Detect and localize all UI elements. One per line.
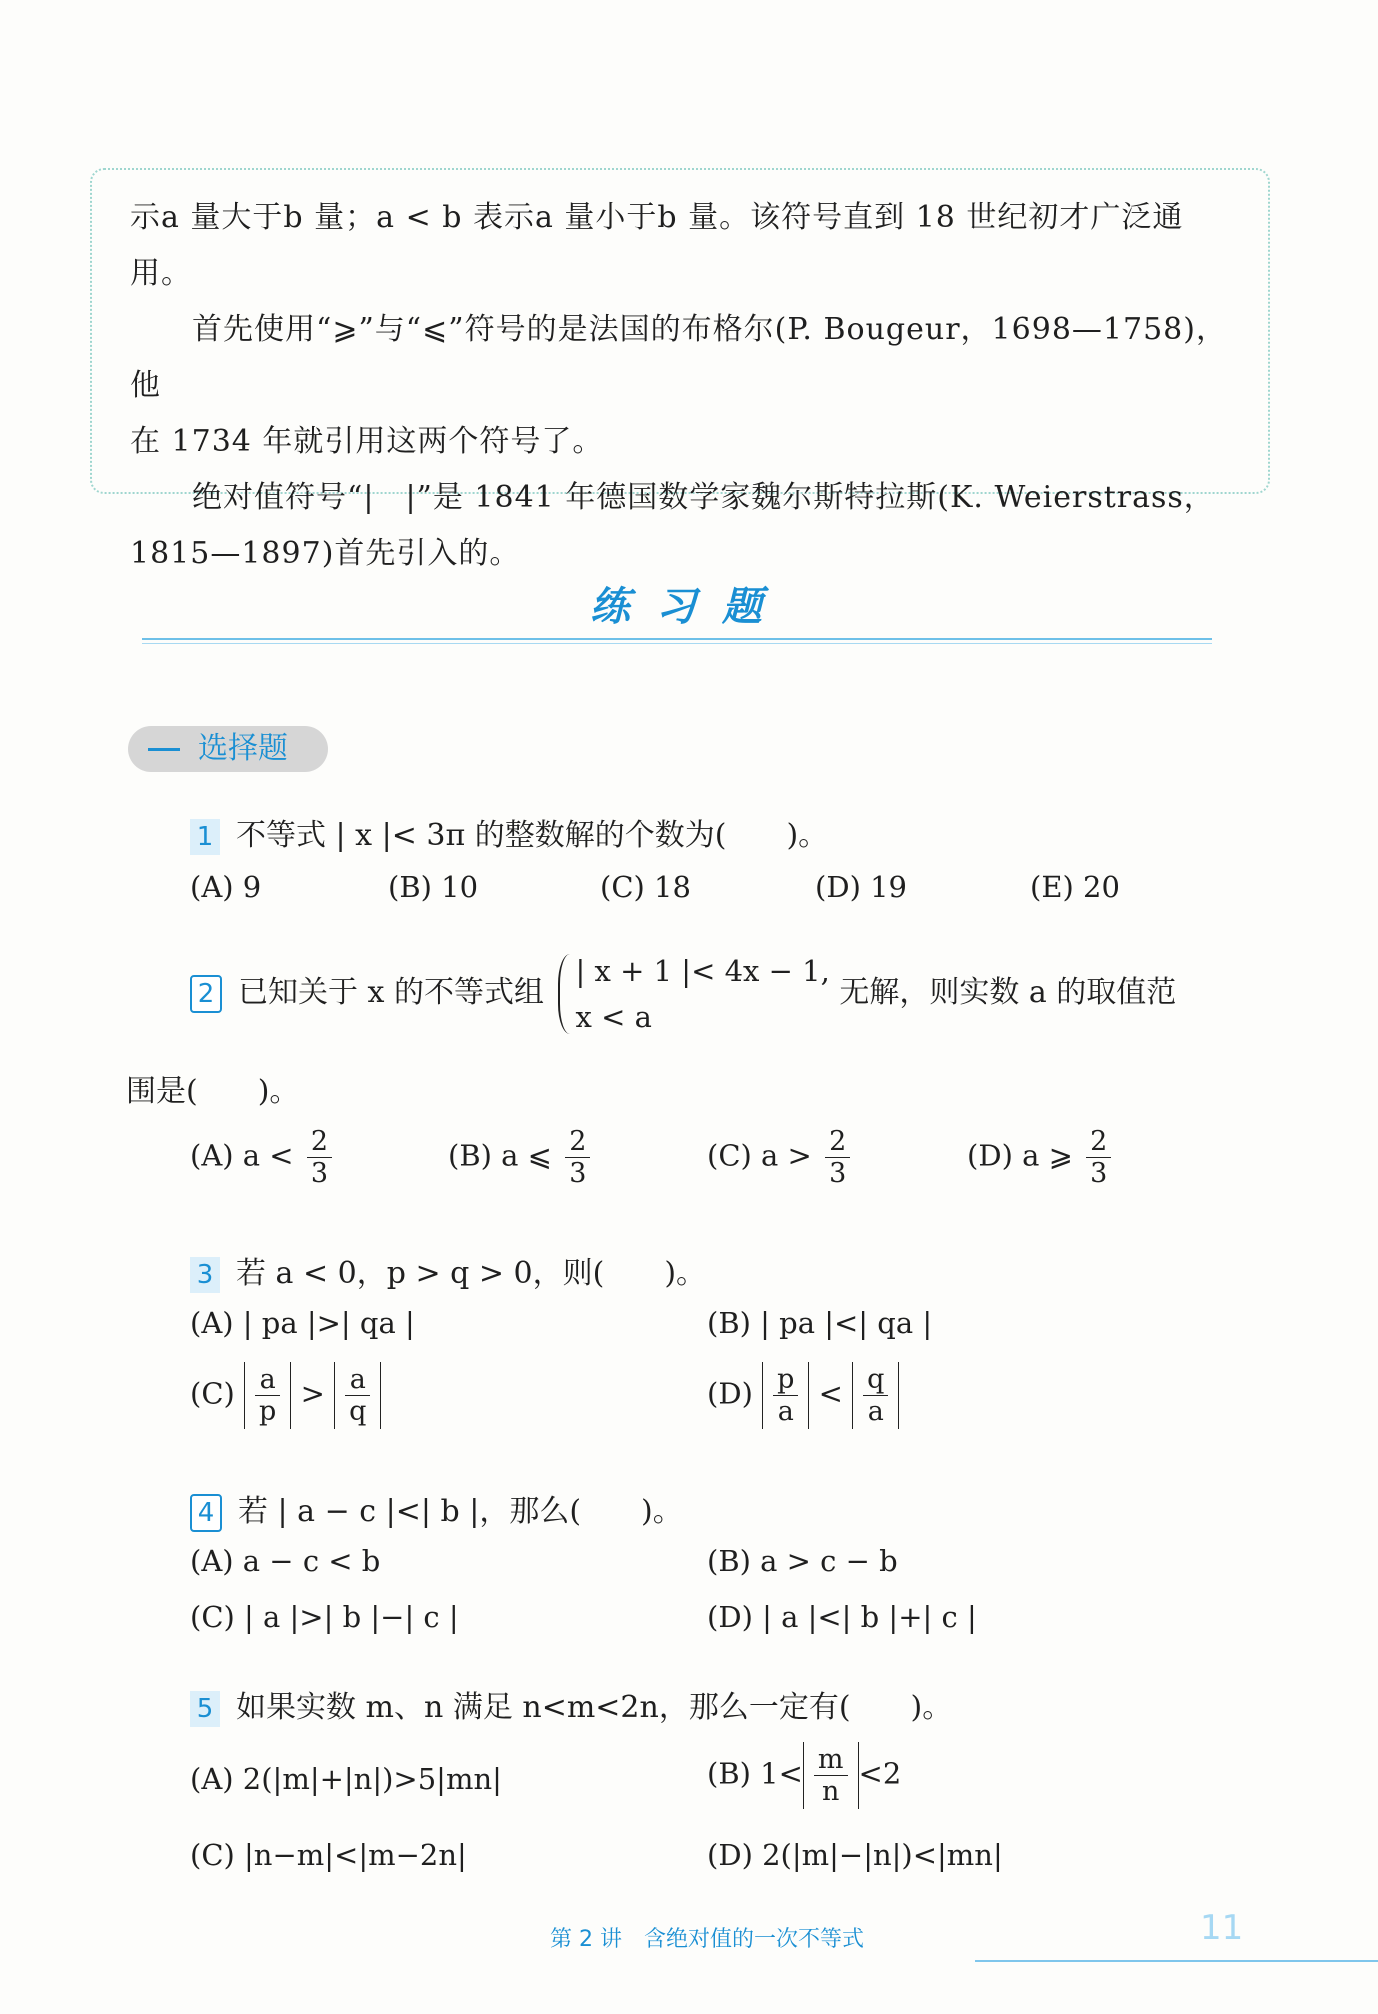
fraction — [825, 1126, 850, 1189]
option-1e: (E) 20 — [1030, 870, 1120, 904]
question-5 — [190, 1682, 952, 1727]
system-line-1: | x + 1 |< 4x − 1, — [575, 954, 830, 988]
option-2b — [448, 1126, 594, 1189]
denominator: 3 — [1090, 1158, 1108, 1189]
option-prefix: (C) a > — [707, 1138, 812, 1173]
exercise-title: 练习题 — [590, 584, 788, 630]
option-1a: (A) 9 — [190, 870, 262, 904]
option-suffix: <2 — [858, 1756, 902, 1791]
option-prefix: (C) — [190, 1376, 235, 1411]
abs-value — [244, 1362, 291, 1429]
numerator: p — [773, 1364, 798, 1396]
option-prefix: (B) 1< — [707, 1756, 803, 1791]
system-line-2: x < a — [575, 1000, 652, 1034]
fraction — [1086, 1126, 1111, 1189]
question-stem: 如果实数 m、n 满足 n<m<2n，那么一定有( )。 — [236, 1690, 953, 1725]
numerator: a — [345, 1364, 370, 1396]
question-number: 3 — [190, 1257, 220, 1293]
question-stem-c: 围是( )。 — [126, 1074, 300, 1109]
fraction — [307, 1126, 332, 1189]
relation: < — [818, 1376, 843, 1411]
denominator: a — [777, 1396, 794, 1427]
question-2 — [190, 948, 1176, 1040]
option-prefix: (A) a < — [190, 1138, 294, 1173]
option-2d — [967, 1126, 1115, 1189]
question-stem: 不等式 | x |< 3π 的整数解的个数为( )。 — [236, 818, 829, 853]
option-5c: (C) |n−m|<|m−2n| — [190, 1838, 467, 1872]
question-stem: 若 | a − c |<| b |，那么( )。 — [238, 1494, 683, 1529]
history-note-box — [90, 168, 1270, 571]
option-3c — [190, 1362, 381, 1429]
question-3 — [190, 1248, 706, 1293]
numerator: a — [255, 1364, 280, 1396]
question-number: 2 — [190, 975, 222, 1013]
note-line-2: 首先使用“⩾”与“⩽”符号的是法国的布格尔(P. Bougeur，1698—1758)，他 — [130, 312, 1227, 403]
denominator: 3 — [569, 1158, 587, 1189]
question-number: 4 — [190, 1494, 222, 1532]
question-1 — [190, 810, 828, 855]
option-5a: (A) 2(|m|+|n|)>5|mn| — [190, 1762, 502, 1796]
section-label: 选择题 — [198, 731, 288, 766]
abs-value — [334, 1362, 381, 1429]
title-divider — [142, 638, 1212, 644]
fraction — [863, 1364, 888, 1427]
denominator: p — [259, 1396, 277, 1427]
option-4b: (B) a > c − b — [707, 1544, 898, 1578]
option-3a: (A) | pa |>| qa | — [190, 1306, 415, 1340]
fraction — [255, 1364, 280, 1427]
option-2c — [707, 1126, 854, 1189]
denominator: 3 — [310, 1158, 329, 1189]
question-number: 5 — [190, 1691, 220, 1727]
option-prefix: (D) a ⩾ — [967, 1138, 1073, 1173]
inequality-system — [554, 948, 830, 1040]
abs-value — [803, 1742, 859, 1809]
denominator: a — [867, 1396, 884, 1427]
option-1b: (B) 10 — [388, 870, 479, 904]
note-line-3: 在 1734 年就引用这两个符号了。 — [130, 424, 604, 459]
option-3d — [707, 1362, 899, 1429]
fraction — [773, 1364, 798, 1427]
numerator: 2 — [1086, 1126, 1111, 1158]
footer-chapter-title: 第 2 讲 含绝对值的一次不等式 — [550, 1927, 864, 1952]
numerator: 2 — [825, 1126, 850, 1158]
dash-icon — [148, 748, 180, 751]
section-heading — [128, 726, 328, 772]
fraction — [814, 1744, 848, 1807]
option-prefix: (B) a ⩽ — [448, 1138, 552, 1173]
option-3b: (B) | pa |<| qa | — [707, 1306, 933, 1340]
note-line-5: 1815—1897)首先引入的。 — [130, 536, 521, 571]
page-number: 11 — [1200, 1908, 1244, 1948]
option-4d: (D) | a |<| b |+| c | — [707, 1600, 977, 1634]
numerator: 2 — [565, 1126, 590, 1158]
question-4 — [190, 1486, 683, 1532]
numerator: q — [863, 1364, 888, 1396]
option-2a — [190, 1126, 336, 1189]
fraction — [345, 1364, 370, 1427]
option-4c: (C) | a |>| b |−| c | — [190, 1600, 459, 1634]
footer-divider — [975, 1960, 1378, 1962]
question-stem: 若 a < 0，p > q > 0，则( )。 — [236, 1256, 707, 1291]
question-stem-a: 已知关于 x 的不等式组 — [238, 975, 544, 1010]
question-number: 1 — [190, 819, 220, 855]
question-stem-b: 无解，则实数 a 的取值范 — [839, 975, 1177, 1010]
option-5d: (D) 2(|m|−|n|)<|mn| — [707, 1838, 1003, 1872]
denominator: n — [822, 1776, 840, 1807]
numerator: 2 — [307, 1126, 332, 1158]
option-1d: (D) 19 — [815, 870, 907, 904]
numerator: m — [814, 1744, 848, 1776]
option-4a: (A) a − c < b — [190, 1544, 381, 1578]
option-1c: (C) 18 — [600, 870, 691, 904]
denominator: q — [349, 1396, 367, 1427]
option-5b — [707, 1742, 901, 1809]
note-line-4: 绝对值符号“| |”是 1841 年德国数学家魏尔斯特拉斯(K. Weierstrass， — [192, 480, 1215, 515]
note-line-1: 示a 量大于b 量；a < b 表示a 量小于b 量。该符号直到 18 世纪初才广泛通用。 — [130, 200, 1184, 291]
denominator: 3 — [829, 1158, 847, 1189]
abs-value — [852, 1362, 899, 1429]
relation: > — [300, 1376, 325, 1411]
fraction — [565, 1126, 590, 1189]
option-prefix: (D) — [707, 1376, 753, 1411]
abs-value — [762, 1362, 809, 1429]
